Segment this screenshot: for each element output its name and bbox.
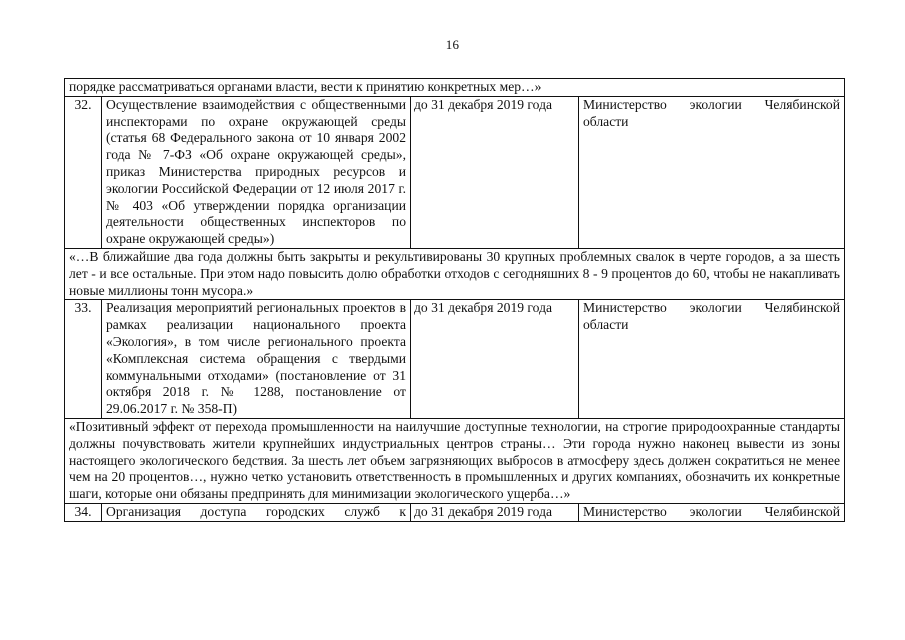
table-row <box>65 96 845 248</box>
deadline-text: до 31 декабря 2019 года <box>411 503 579 521</box>
page-number: 16 <box>445 37 460 52</box>
row-number: 34. <box>65 503 102 521</box>
measures-table <box>64 78 845 522</box>
quote-row <box>65 418 845 503</box>
measure-text: Реализация мероприятий региональных проектов в рамках реализации национального проекта «Экология», в том числе регионального проекта «Комплексная система обращения с твердыми коммунальными отходами» (постановление от 31 октября 2018 г. № 1288, постановление от 29.06.2017 г. № 358-П) <box>102 300 411 419</box>
responsible-text: Министерство экологии Челябинской области <box>579 300 845 419</box>
measure-text: Осуществление взаимодействия с общественными инспекторами по охране окружающей среды (статья 68 Федерального закона от 10 января 2002 года № 7-ФЗ «Об охране окружающей среды», приказ Министерства природных ресурсов и экологии Российской Федерации от 12 июля 2017 г. № 403 «Об утверждении порядка организации деятельности общественных инспекторов по охране окружающей среды») <box>102 96 411 248</box>
quote-text: «…В ближайшие два года должны быть закрыты и рекультивированы 30 крупных проблемных свалок в черте городов, а за шесть лет - и все остальные. При этом надо повысить долю обработки отходов с сегодняшних 8 - 9 процентов до 60, чтобы не накапливать новые миллионы тонн мусора.» <box>65 248 845 299</box>
quote-row <box>65 79 845 97</box>
table-row <box>65 300 845 419</box>
quote-text: порядке рассматриваться органами власти, вести к принятию конкретных мер…» <box>65 79 845 97</box>
responsible-text: Министерство экологии Челябинской области <box>579 96 845 248</box>
deadline-text: до 31 декабря 2019 года <box>411 96 579 248</box>
measure-text: Организация доступа городских служб к <box>102 503 411 521</box>
responsible-text: Министерство экологии Челябинской <box>579 503 845 521</box>
quote-row <box>65 248 845 299</box>
table-row <box>65 503 845 521</box>
quote-text: «Позитивный эффект от перехода промышленности на наилучшие доступные технологии, на строгие природоохранные стандарты должны почувствовать жители крупнейших индустриальных центров страны… Эти города нужно наконец вывести из зоны настоящего экологического бедствия. За шесть лет объем загрязняющих выбросов в атмосферу здесь должен сократиться не менее чем на 20 процентов…, нужно четко установить ответственность в промышленных и других компаниях, обозначить их конкретные шаги, которые они обязаны предпринять для минимизации экологического ущерба…» <box>65 418 845 503</box>
row-number: 33. <box>65 300 102 419</box>
row-number: 32. <box>65 96 102 248</box>
deadline-text: до 31 декабря 2019 года <box>411 300 579 419</box>
